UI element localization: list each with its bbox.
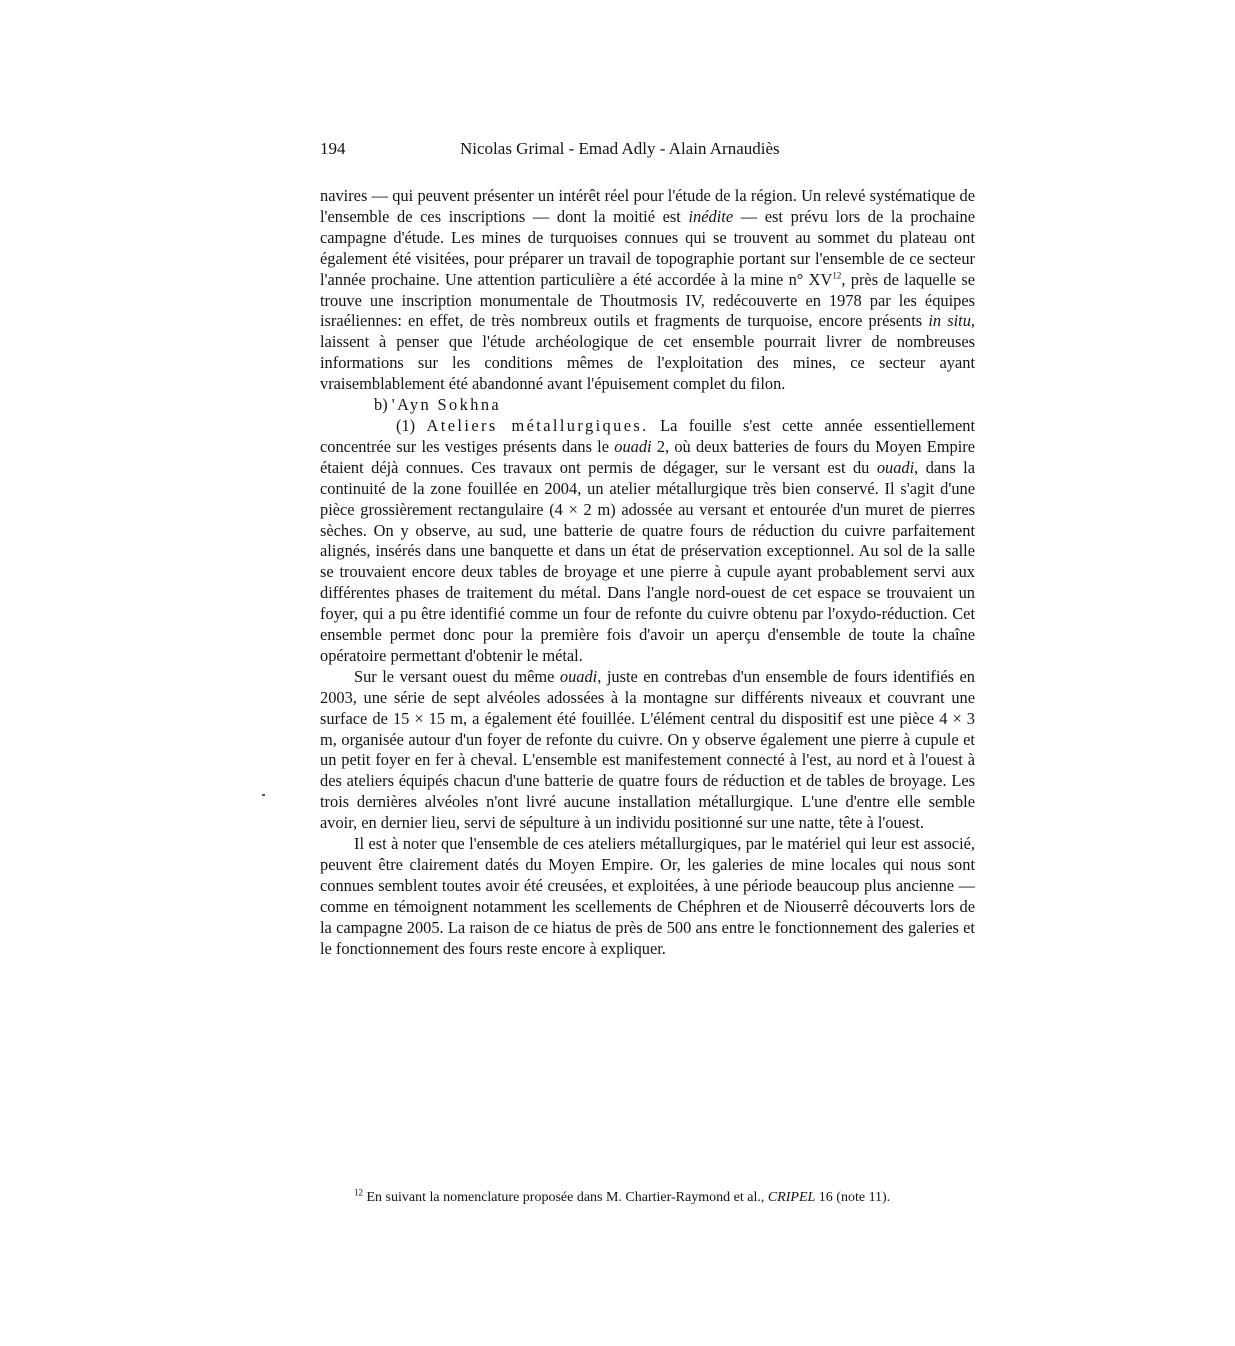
paragraph-versant-ouest: Sur le versant ouest du même ouadi, juste en contrebas d'un ensemble de fours identifiés en 2003, une série de sept alvéoles adossées à la montagne sur différents niveaux et couvrant une surface de 15 × 15 m, a également été fouillée. L'élément central du dispositif est une pièce 4 × 3 m, organisée autour d'un foyer de refonte du cuivre. On y observe également une pierre à cupule et un petit foyer en fer à cheval. L'ensemble est manifestement connecté à l'est, au nord et à l'ouest à des ateliers équipés chacun d'une batterie de quatre fours de réduction et de tables de broyage. Les trois dernières alvéoles n'ont livré aucune installation métallurgique. L'une d'entre elle semble avoir, en dernier lieu, servi de sépulture à un individu positionné sur une natte, tête à l'ouest.: [320, 666, 975, 833]
section-title: 'Ayn Sokhna: [391, 395, 502, 415]
section-heading: b) 'Ayn Sokhna: [374, 395, 502, 415]
scan-speck: [262, 794, 265, 796]
paragraph-mines: navires — qui peuvent présenter un intérêt réel pour l'étude de la région. Un relevé systématique de l'ensemble de ces inscriptions — dont la moitié est inédite — est prévu lors de la prochaine campagne d'étude. Les mines de turquoises connues qui se trouvent au sommet du plateau ont également été visitées, pour préparer un travail de topographie portant sur l'ensemble de ce secteur l'année prochaine. Une attention particulière a été accordée à la mine n° XV$^{12}$, près de laquelle se trouve une inscription monumentale de Thoutmosis IV, redécouverte en 1978 par les équipes israéliennes: en effet, de très nombreux outils et fragments de turquoise, encore présents in situ, laissent à penser que l'étude archéologique de cet ensemble pourrait livrer de nombreuses informations sur les conditions mêmes de l'exploitation des mines, ce secteur ayant vraisemblablement été abandonné avant l'épuisement complet du filon.: [320, 186, 976, 394]
running-header: [320, 139, 975, 161]
paragraph-ateliers: (1) Ateliers métallurgiques. La fouille s'est cette année essentiellement concentrée sur les vestiges présents dans le ouadi 2, où deux batteries de fours du Moyen Empire étaient déjà connues. Ces travaux ont permis de dégager, sur le versant est du ouadi, dans la continuité de la zone fouillée en 2004, un atelier métallurgique très bien conservé. Il s'agit d'une pièce grossièrement rectangulaire (4 × 2 m) adossée au versant et entourée d'un muret de pierres sèches. On y observe, au sud, une batterie de quatre fours de réduction du cuivre parfaitement alignés, insérés dans une banquette et dans un état de préservation exceptionnel. Au sol de la salle se trouvaient encore deux tables de broyage et une pierre à cupule ayant probablement servi aux différentes phases de traitement du métal. Dans l'angle nord-ouest de cet espace se trouvaient un foyer, qui a pu être identifié comme un four de refonte du cuivre obtenu par l'oxydo-réduction. Cet ensemble permet donc pour la première fois d'avoir un aperçu d'ensemble de toute la chaîne opératoire permettant d'obtenir le métal.: [320, 415, 976, 665]
subsection-title: Ateliers métallurgiques.: [426, 415, 649, 435]
running-head: Nicolas Grimal - Emad Adly - Alain Arnaudiès: [460, 139, 780, 158]
page-number: 194: [320, 139, 346, 158]
footnote-ref[interactable]: 12: [832, 270, 842, 281]
paragraph-conclusion: Il est à noter que l'ensemble de ces ateliers métallurgiques, par le matériel qui leur est associé, peuvent être clairement datés du Moyen Empire. Or, les galeries de mine locales qui nous sont connues semblent toutes avoir été creusées, et exploitées, à une période beaucoup plus ancienne — comme en témoignent notamment les scellements de Chéphren et de Niouserrê découverts lors de la campagne 2005. La raison de ce hiatus de près de 500 ans entre le fonctionnement des galeries et le fonctionnement des fours reste encore à expliquer.: [320, 834, 975, 958]
footnotes: [320, 1189, 975, 1207]
footnote-number: 12: [354, 1187, 363, 1198]
footnote-12: $^{12}$ En suivant la nomenclature proposée dans M. Chartier-Raymond et al., CRIPEL 16 (note 11).: [354, 1187, 891, 1205]
main-text: [320, 186, 975, 960]
